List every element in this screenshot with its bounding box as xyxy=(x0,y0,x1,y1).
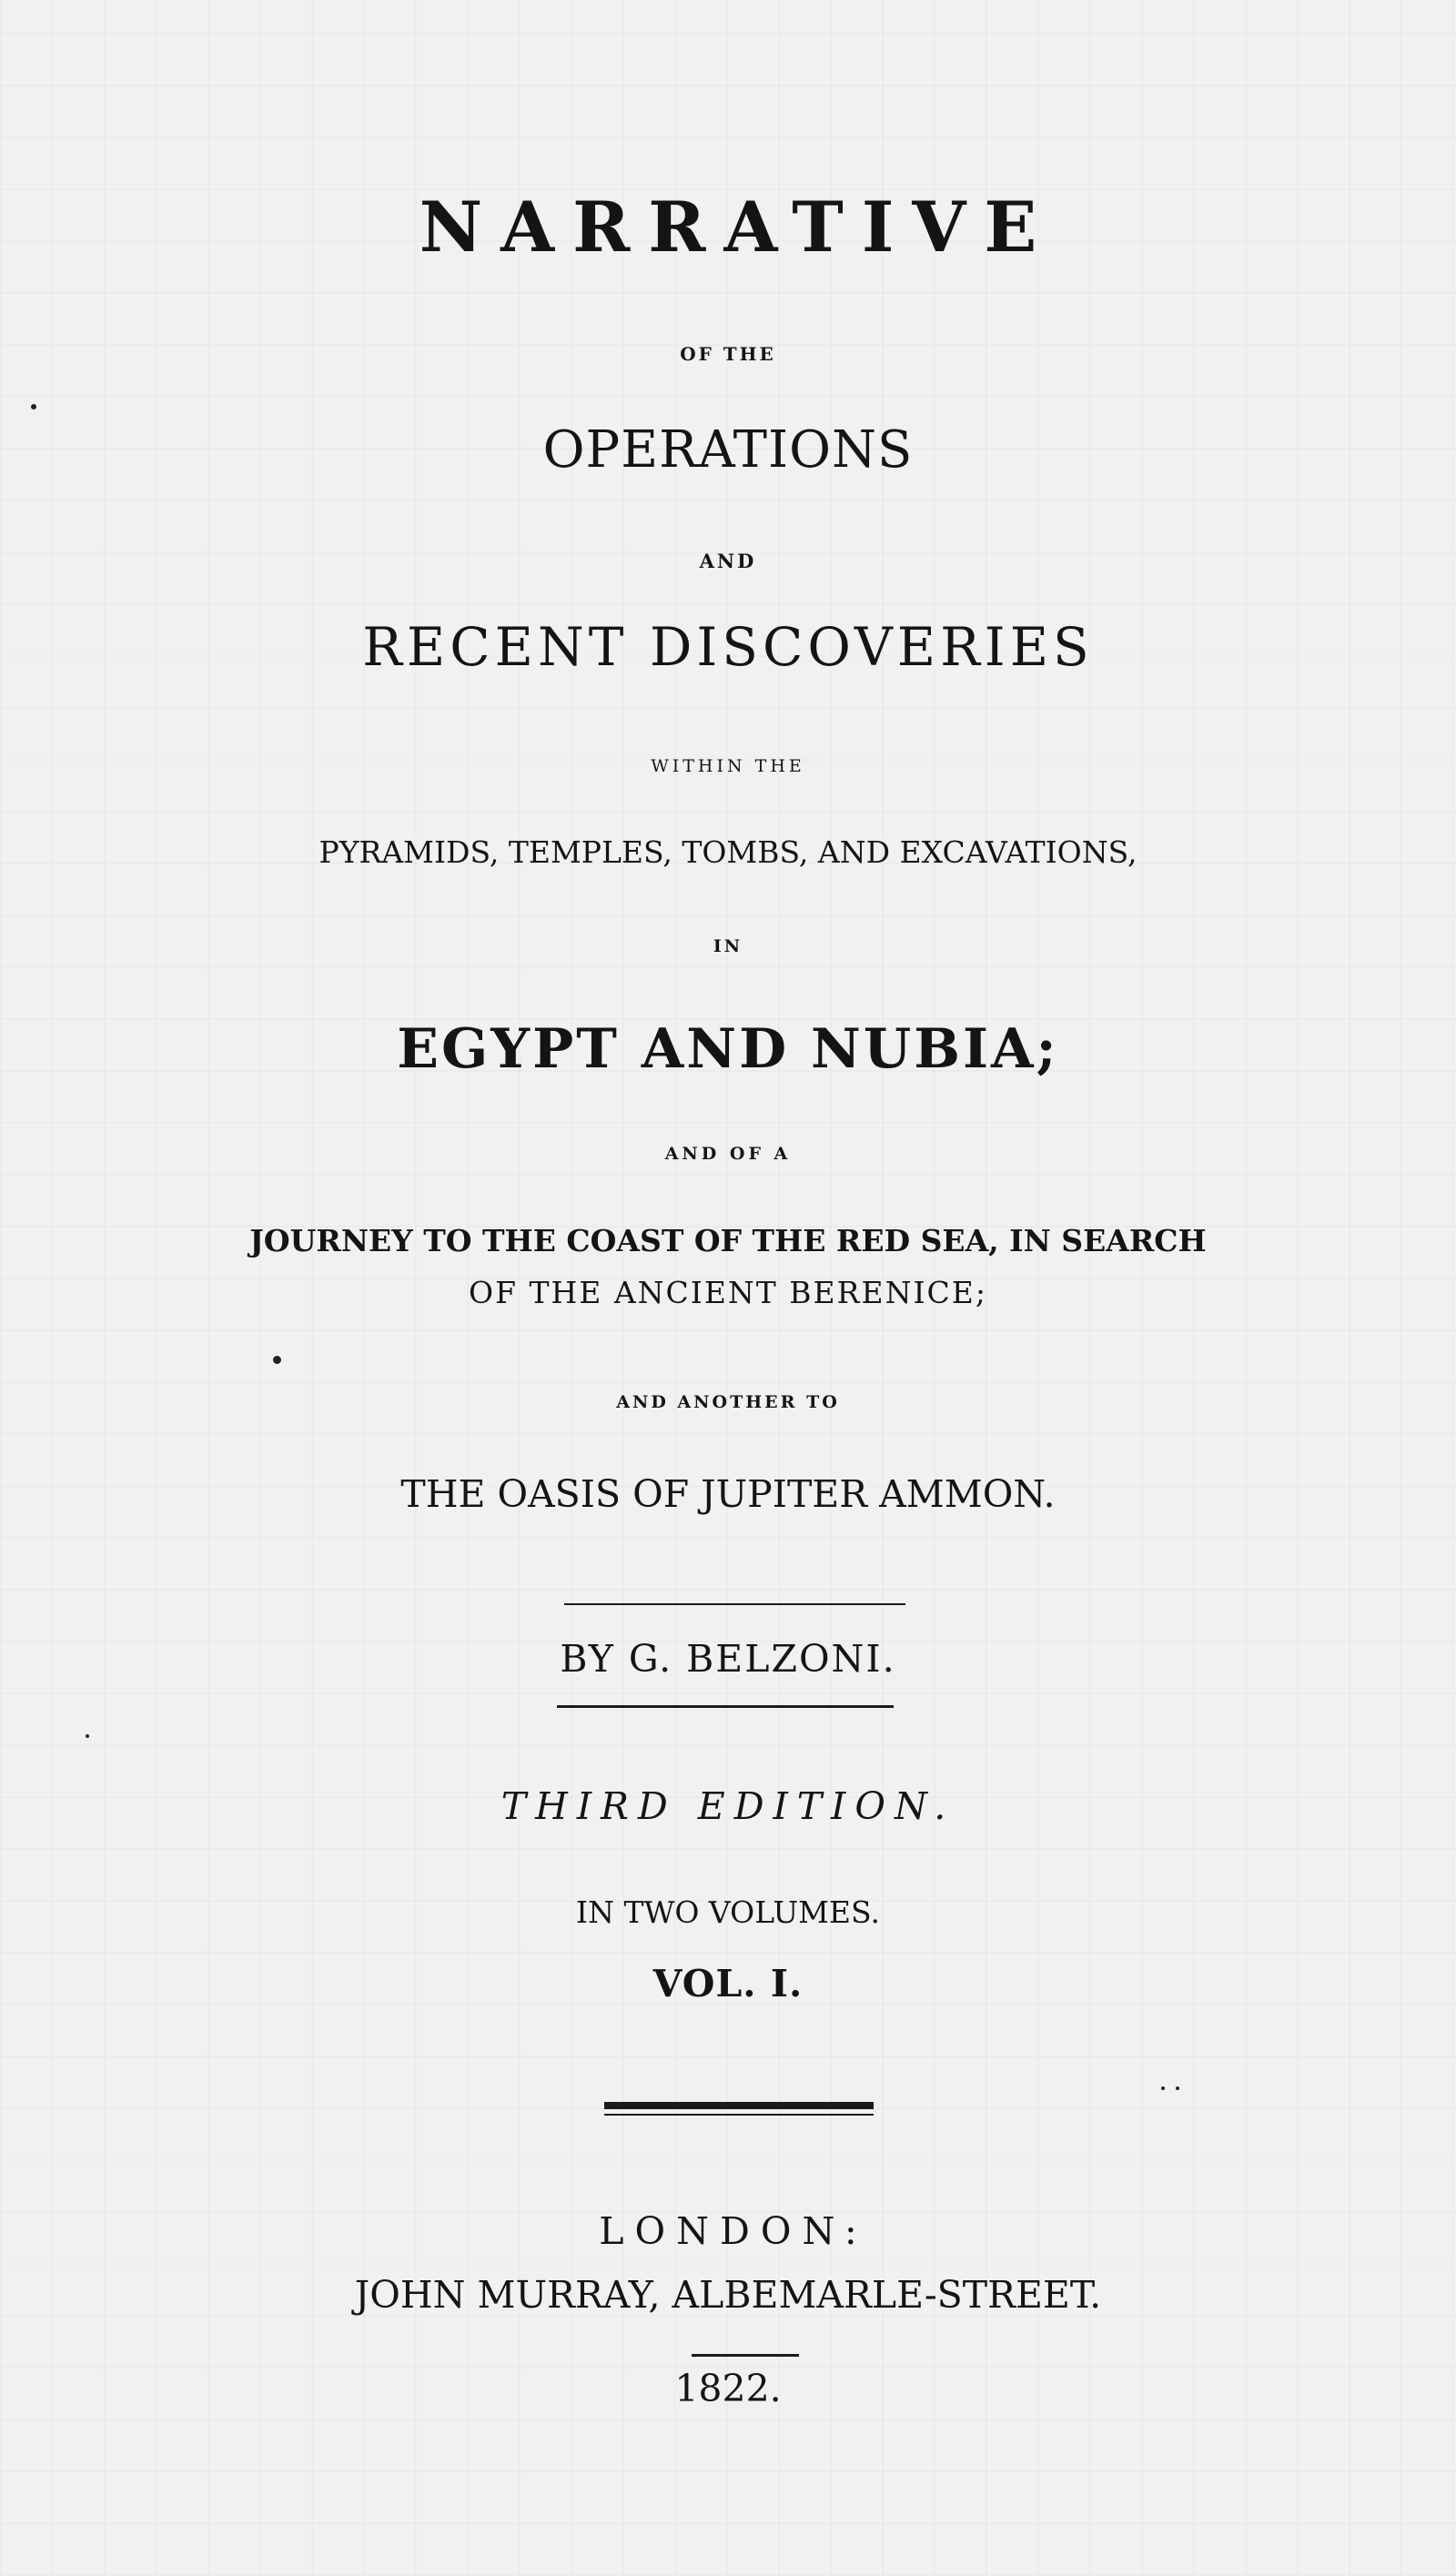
ornamental-rule-thin xyxy=(604,2114,874,2116)
subtitle-journey-line-2: OF THE ANCIENT BERENICE; xyxy=(469,1275,987,1310)
subtitle-journey-line-1: JOURNEY TO THE COAST OF THE RED SEA, IN SEARCH xyxy=(249,1223,1207,1258)
imprint-publisher: JOHN MURRAY, ALBEMARLE-STREET. xyxy=(354,2273,1102,2317)
subtitle-places: PYRAMIDS, TEMPLES, TOMBS, AND EXCAVATIONS, xyxy=(318,834,1138,870)
imprint-city: LONDON: xyxy=(599,2209,868,2253)
connector-within-the: WITHIN THE xyxy=(651,756,805,776)
volumes-note: IN TWO VOLUMES. xyxy=(576,1894,880,1930)
ink-speck xyxy=(1161,2086,1165,2090)
ornamental-rule-thick xyxy=(604,2102,874,2109)
connector-and-another-to: AND ANOTHER TO xyxy=(616,1392,840,1412)
connector-of-the: OF THE xyxy=(680,343,776,365)
subtitle-region: EGYPT AND NUBIA; xyxy=(397,1017,1059,1081)
ink-speck xyxy=(31,404,36,409)
connector-in: IN xyxy=(713,936,743,956)
author: BY G. BELZONI. xyxy=(560,1637,896,1681)
rule-above-author xyxy=(564,1603,905,1605)
ink-speck xyxy=(273,1356,281,1364)
connector-and-of-a: AND OF A xyxy=(664,1144,792,1164)
volume-number: VOL. I. xyxy=(652,1962,804,2005)
connector-and: AND xyxy=(699,550,757,572)
book-title: NARRATIVE xyxy=(419,187,1056,268)
ink-speck xyxy=(86,1734,89,1738)
subtitle-recent-discoveries: RECENT DISCOVERIES xyxy=(362,616,1094,678)
subtitle-oasis: THE OASIS OF JUPITER AMMON. xyxy=(400,1472,1056,1516)
edition: THIRD EDITION. xyxy=(500,1784,956,1828)
rule-above-year xyxy=(692,2354,799,2357)
imprint-year: 1822. xyxy=(674,2367,782,2410)
ink-speck xyxy=(1176,2086,1179,2090)
rule-below-author xyxy=(557,1705,894,1708)
subtitle-operations: OPERATIONS xyxy=(542,420,914,480)
